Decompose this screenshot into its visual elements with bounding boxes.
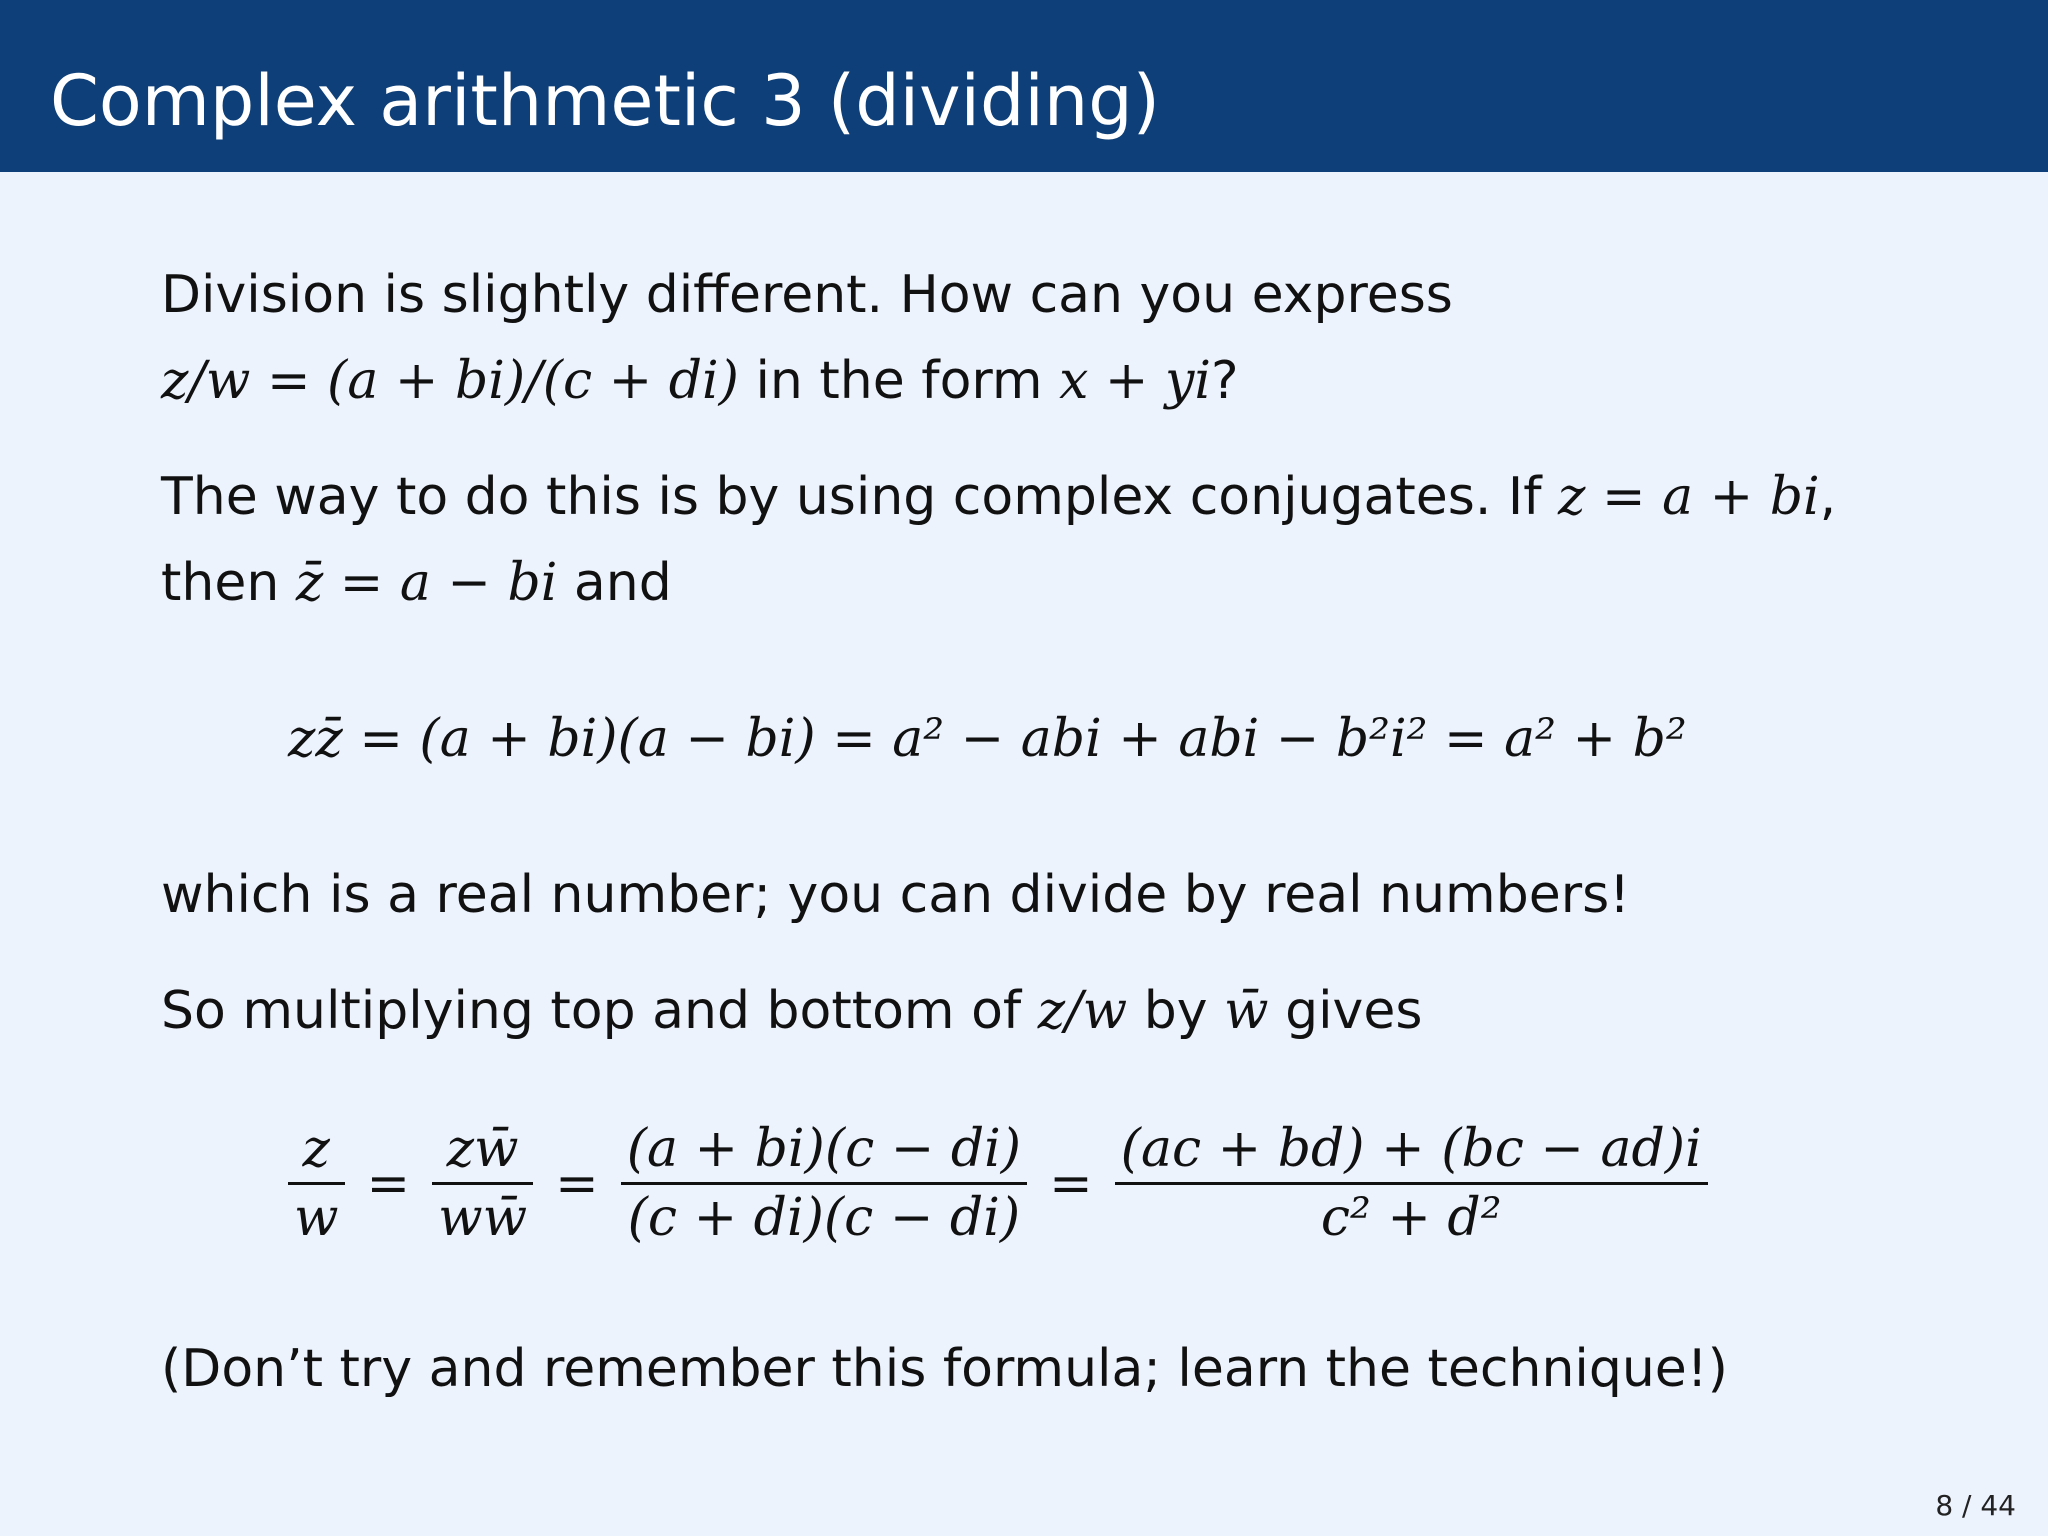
paragraph-2-line-1: [161, 463, 1836, 531]
fraction-z-over-w: [288, 1116, 345, 1251]
fraction-numerator: (a + bi)(c − di): [626, 1119, 1022, 1179]
by-text: by: [1127, 981, 1225, 1041]
then-text: then: [161, 553, 296, 613]
title-bar: [0, 0, 2048, 172]
fraction-numerator: zw̄: [446, 1119, 519, 1179]
page-number: 8 / 44: [1935, 1489, 2016, 1522]
question-mark: ?: [1211, 351, 1239, 411]
fraction-conjugate-multiplied: [432, 1116, 533, 1251]
paragraph-1-line-1: Division is slightly different. How can you express: [161, 265, 1453, 325]
paragraph-4: [161, 977, 1422, 1045]
gives-text: gives: [1268, 981, 1423, 1041]
fraction-numerator: (ac + bd) + (bc − ad)i: [1120, 1119, 1702, 1179]
conjugate-definition: z̄ = a − bi: [295, 553, 558, 613]
paragraph-1-line-2: [161, 347, 1239, 415]
equals-sign: =: [1049, 1153, 1093, 1214]
comma: ,: [1819, 467, 1837, 527]
paragraph-3: which is a real number; you can divide by real numbers!: [161, 865, 1631, 925]
fraction-numerator: z: [302, 1119, 330, 1179]
z-definition: z = a + bi: [1558, 467, 1820, 527]
division-equation: [288, 1116, 1708, 1251]
fraction-result: [1115, 1116, 1708, 1251]
fraction-denominator: w: [288, 1182, 345, 1251]
form-text: in the form: [738, 351, 1060, 411]
product-equation: zz̄ = (a + bi)(a − bi) = a² − abi + abi − b²i² = a² + b²: [288, 709, 1687, 769]
standard-form-expression: x + yi: [1059, 351, 1212, 411]
equals-sign: =: [555, 1153, 599, 1214]
slide-title: Complex arithmetic 3 (dividing): [50, 60, 1160, 142]
fraction-denominator: ww̄: [432, 1182, 533, 1251]
fraction-expanded: [621, 1116, 1027, 1251]
paragraph-2-line-2: [161, 549, 672, 617]
fraction-denominator: (c + di)(c − di): [621, 1182, 1027, 1251]
conjugate-intro-text: The way to do this is by using complex conjugates. If: [161, 467, 1559, 527]
multiplying-text: So multiplying top and bottom of: [161, 981, 1038, 1041]
equals-sign: =: [366, 1153, 411, 1214]
fraction-denominator: c² + d²: [1115, 1182, 1708, 1251]
paragraph-5: (Don’t try and remember this formula; learn the technique!): [161, 1339, 1728, 1399]
w-conjugate: w̄: [1224, 981, 1269, 1041]
quotient-expression: z/w: [1037, 981, 1128, 1041]
and-text: and: [557, 553, 672, 613]
division-expression: z/w = (a + bi)/(c + di): [161, 351, 739, 411]
